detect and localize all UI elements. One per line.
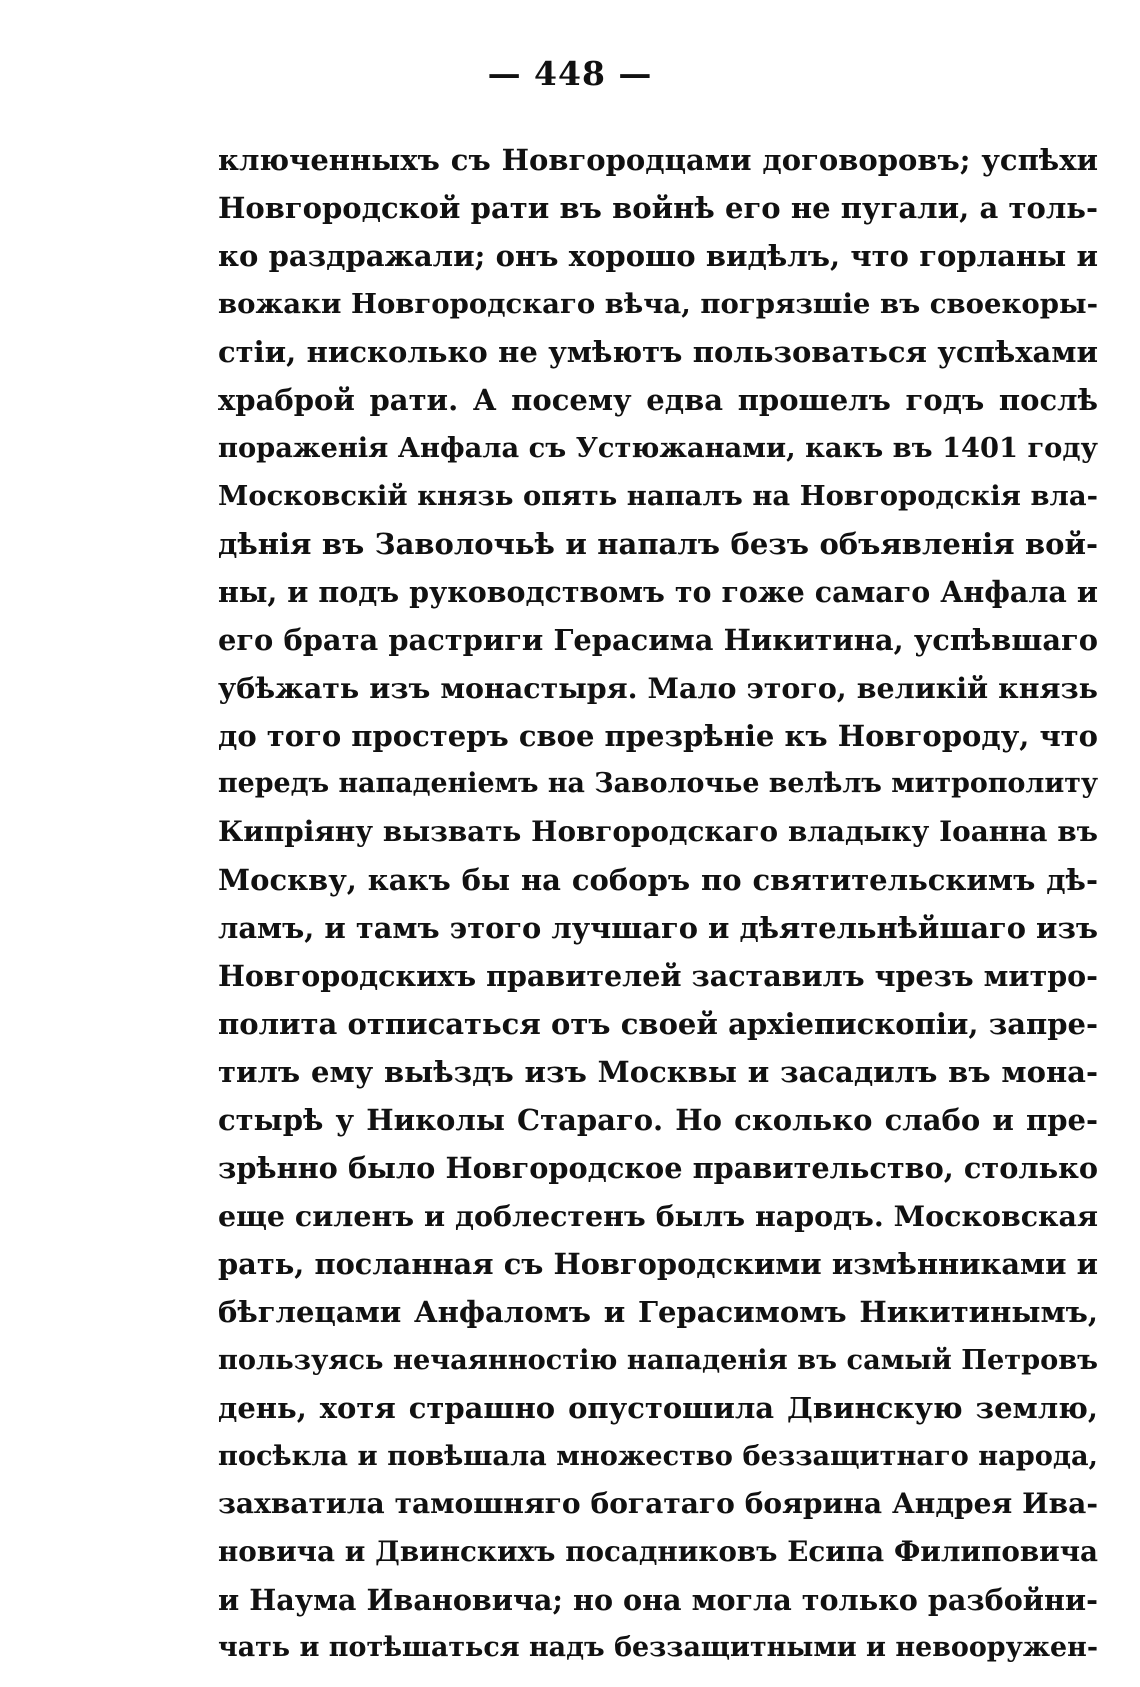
text-line: Новгородской рати въ войнѣ его не пугали, а толь- <box>218 191 1098 225</box>
text-line: вожаки Новгородскаго вѣча, погрязшіе въ своекоры- <box>218 288 1098 320</box>
text-line: новича и Двинскихъ посадниковъ Есипа Филиповича <box>218 1535 1098 1568</box>
text-line: день, хотя страшно опустошила Двинскую землю, <box>218 1391 1098 1425</box>
text-line: рать, посланная съ Новгородскими измѣнниками и <box>218 1247 1098 1281</box>
text-line: дѣнія въ Заволочьѣ и напалъ безъ объявленія вой- <box>218 527 1098 561</box>
text-line: еще силенъ и доблестенъ былъ народъ. Московская <box>218 1199 1098 1233</box>
text-line: чать и потѣшаться надъ беззащитными и невооружен- <box>218 1632 1098 1663</box>
text-line: передъ нападеніемъ на Заволочье велѣлъ митрополиту <box>218 768 1099 799</box>
text-line: полита отписаться отъ своей архіепископіи, запре- <box>218 1007 1098 1041</box>
text-line: посѣкла и повѣшала множество беззащитнаго народа, <box>218 1440 1098 1472</box>
text-line: пораженія Анфала съ Устюжанами, какъ въ 1401 году <box>218 432 1099 464</box>
page-number: — 448 — <box>487 54 653 93</box>
text-line: убѣжать изъ монастыря. Мало этого, великій князь <box>218 671 1098 705</box>
text-line: зрѣнно было Новгородское правительство, столько <box>218 1151 1098 1185</box>
text-line: его брата растриги Герасима Никитина, успѣвшаго <box>218 623 1098 657</box>
text-line: стырѣ у Николы Стараго. Но сколько слабо и пре- <box>218 1103 1098 1137</box>
text-line: храброй рати. А посему едва прошелъ годъ послѣ <box>218 383 1098 417</box>
text-line: и Наума Ивановича; но она могла только разбойни- <box>218 1583 1098 1617</box>
text-line: ко раздражали; онъ хорошо видѣлъ, что горланы и <box>218 239 1098 273</box>
text-line: Москву, какъ бы на соборъ по святительскимъ дѣ- <box>218 863 1098 897</box>
text-line: пользуясь нечаянностію нападенія въ самый Петровъ <box>218 1344 1098 1376</box>
text-line: Московскій князь опять напалъ на Новгородскія вла- <box>218 480 1098 512</box>
text-line: ключенныхъ съ Новгородцами договоровъ; успѣхи <box>218 143 1098 177</box>
text-line: Новгородскихъ правителей заставилъ чрезъ митро- <box>218 959 1098 993</box>
text-line: до того простеръ свое презрѣніе къ Новгороду, что <box>218 719 1098 753</box>
text-line: Кипріяну вызвать Новгородскаго владыку Іоанна въ <box>218 815 1098 848</box>
text-line: тилъ ему выѣздъ изъ Москвы и засадилъ въ мона- <box>218 1055 1098 1089</box>
body-text <box>218 136 1098 1672</box>
text-line: стіи, нисколько не умѣютъ пользоваться успѣхами <box>218 335 1098 369</box>
text-line: захватила тамошняго богатаго боярина Андрея Ива- <box>218 1487 1098 1520</box>
text-line: бѣглецами Анфаломъ и Герасимомъ Никитинымъ, <box>218 1295 1098 1329</box>
text-line: ны, и подъ руководствомъ то гоже самаго Анфала и <box>218 575 1098 609</box>
text-line: ламъ, и тамъ этого лучшаго и дѣятельнѣйшаго изъ <box>218 911 1098 945</box>
